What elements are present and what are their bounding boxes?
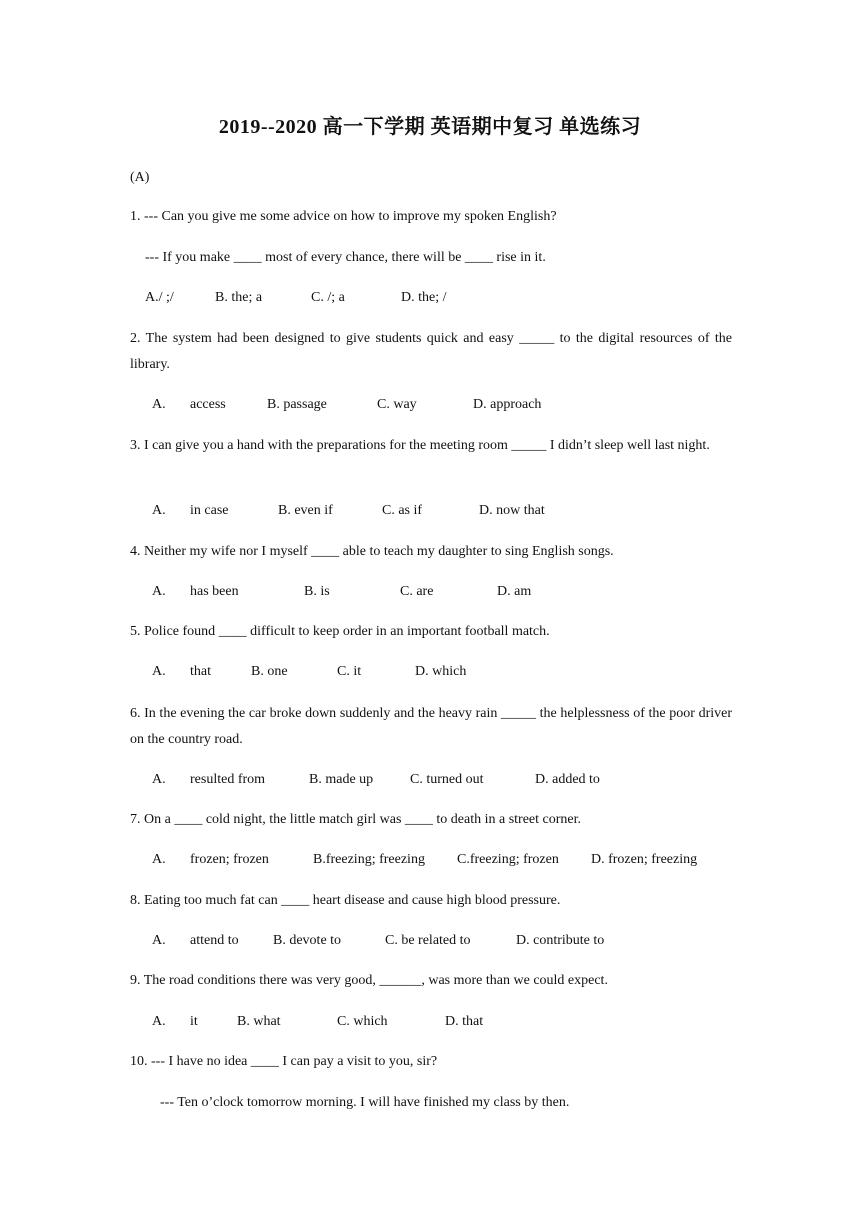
question-7-option-d: D. frozen; freezing xyxy=(591,852,698,867)
question-8-option-d: D. contribute to xyxy=(516,933,605,948)
question-9-option-a: it xyxy=(190,1014,198,1029)
question-4-option-b: B. is xyxy=(304,584,330,599)
question-8-option-c: C. be related to xyxy=(385,933,471,948)
question-5-option-c: C. it xyxy=(337,664,362,679)
question-8-option-b: B. devote to xyxy=(273,933,342,948)
question-5-option-a-letter: A. xyxy=(152,664,166,679)
question-7-option-a: frozen; frozen xyxy=(190,852,269,867)
section-label: (A) xyxy=(130,170,150,185)
question-4-option-a-letter: A. xyxy=(152,584,166,599)
question-8-option-a: attend to xyxy=(190,933,239,948)
question-10-reply: --- Ten o’clock tomorrow morning. I will have finished my class by then. xyxy=(160,1095,570,1110)
question-3-option-d: D. now that xyxy=(479,503,545,518)
question-7-option-a-letter: A. xyxy=(152,852,166,867)
question-4-option-a: has been xyxy=(190,584,239,599)
question-2-option-a: access xyxy=(190,397,226,412)
question-7-stem: 7. On a ____ cold night, the little match girl was ____ to death in a street corner. xyxy=(130,812,582,827)
question-5-option-b: B. one xyxy=(251,664,288,679)
question-5-option-a: that xyxy=(190,664,211,679)
question-2-option-a-letter: A. xyxy=(152,397,166,412)
question-4-option-d: D. am xyxy=(497,584,532,599)
question-3-stem: 3. I can give you a hand with the preparations for the meeting room _____ I didn’t sleep well last night. xyxy=(130,438,710,453)
question-6-option-a-letter: A. xyxy=(152,772,166,787)
question-10-stem: 10. --- I have no idea ____ I can pay a visit to you, sir? xyxy=(130,1054,438,1069)
question-9-option-d: D. that xyxy=(445,1014,484,1029)
question-6-option-b: B. made up xyxy=(309,772,374,787)
question-2-stem: 2. The system had been designed to give students quick and easy _____ to the digital resources of the library. xyxy=(130,331,732,372)
question-1-option-d: D. the; / xyxy=(401,290,447,305)
question-5-stem: 5. Police found ____ difficult to keep order in an important football match. xyxy=(130,624,550,639)
question-4-stem: 4. Neither my wife nor I myself ____ able to teach my daughter to sing English songs. xyxy=(130,544,614,559)
question-2-option-d: D. approach xyxy=(473,397,542,412)
question-1-stem: 1. --- Can you give me some advice on how to improve my spoken English? xyxy=(130,209,557,224)
page-title: 2019--2020 高一下学期 英语期中复习 单选练习 xyxy=(218,116,642,138)
question-1-option-a: A./ ;/ xyxy=(145,290,174,305)
question-1-reply: --- If you make ____ most of every chance, there will be ____ rise in it. xyxy=(145,250,546,265)
question-9-option-a-letter: A. xyxy=(152,1014,166,1029)
question-6-option-c: C. turned out xyxy=(410,772,484,787)
question-3-option-c: C. as if xyxy=(382,503,423,518)
question-6-stem: 6. In the evening the car broke down suddenly and the heavy rain _____ the helplessness of the poor driver on the country road. xyxy=(130,706,732,747)
question-3-option-a-letter: A. xyxy=(152,503,166,518)
question-6-option-a: resulted from xyxy=(190,772,266,787)
question-5-option-d: D. which xyxy=(415,664,467,679)
question-9-option-c: C. which xyxy=(337,1014,388,1029)
question-1-option-b: B. the; a xyxy=(215,290,263,305)
question-3-option-b: B. even if xyxy=(278,503,333,518)
question-1-option-c: C. /; a xyxy=(311,290,345,305)
question-2-option-b: B. passage xyxy=(267,397,327,412)
question-7-option-b: B.freezing; freezing xyxy=(313,852,425,867)
question-6-option-d: D. added to xyxy=(535,772,600,787)
question-2-option-c: C. way xyxy=(377,397,417,412)
question-9-option-b: B. what xyxy=(237,1014,281,1029)
question-4-option-c: C. are xyxy=(400,584,434,599)
question-8-stem: 8. Eating too much fat can ____ heart disease and cause high blood pressure. xyxy=(130,893,561,908)
question-3-option-a: in case xyxy=(190,503,229,518)
question-7-option-c: C.freezing; frozen xyxy=(457,852,559,867)
question-9-stem: 9. The road conditions there was very good, ______, was more than we could expect. xyxy=(130,973,608,988)
question-8-option-a-letter: A. xyxy=(152,933,166,948)
